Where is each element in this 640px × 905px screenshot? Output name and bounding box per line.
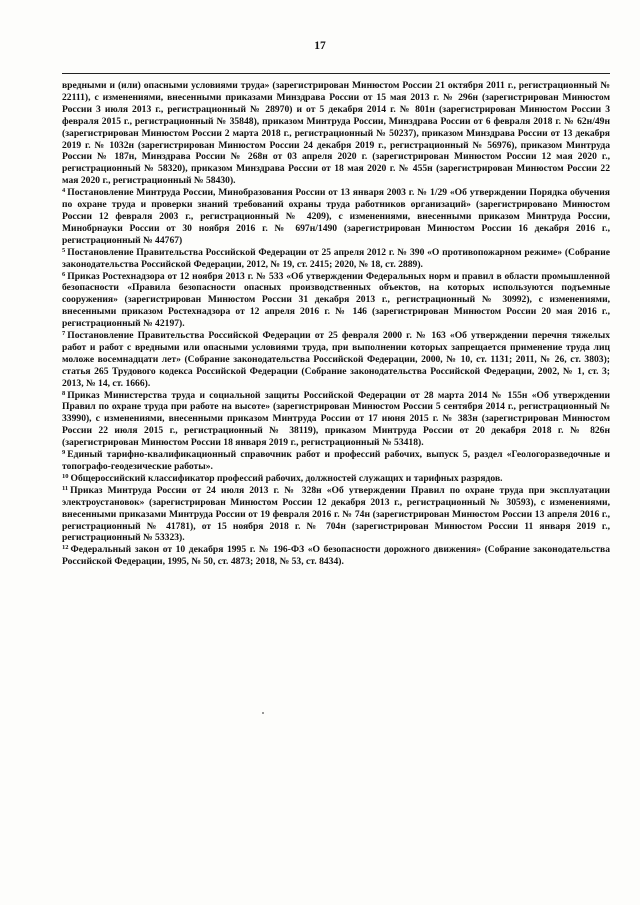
footnote-continued: [62, 80, 610, 187]
footnote-text: вредными и (или) опасными условиями труда» (зарегистрирован Минюстом России 21 октября 2011 г., регистрационный № 22111), с изменениями, внесенными приказами Минздрава России от 15 мая 2013 г. № 296н (зарегистрирован Минюстом России 3 июля 2013 г., регистрационный № 28970) и от 5 декабря 2014 г. № 801н (зарегистрирован Минюстом России 3 февраля 2015 г., регистрационный № 35848), приказом Минтруда России, Минздрава России от 6 февраля 2018 г. № 62н/49н (зарегистрирован Минюстом России 2 марта 2018 г., регистрационный № 50237), приказом Минздрава России от 13 декабря 2019 г. № 1032н (зарегистрирован Минюстом России 24 декабря 2019 г., регистрационный № 56976), приказом Минтруда России № 187н, Минздрава России № 268н от 03 апреля 2020 г. (зарегистрирован Минюстом России 12 мая 2020 г., регистрационный № 58320), приказом Минздрава России от 18 мая 2020 г. № 455н (зарегистрирован Минюстом России 22 мая 2020 г., регистрационный № 58430).: [62, 80, 610, 187]
footnote-text: Приказ Ростехнадзора от 12 ноября 2013 г. № 533 «Об утверждении Федеральных норм и правил в области промышленной безопасности «Правила безопасности опасных производственных объектов, на которых используются подъемные сооружения» (зарегистрирован Минюстом России 31 декабря 2013 г., регистрационный № 30992), с изменениями, внесенными приказом Ростехнадзора от 12 апреля 2016 г. № 146 (зарегистрирован Минюстом России 20 мая 2016 г., регистрационный № 42197).: [62, 270, 610, 330]
footnote-8: [62, 390, 610, 450]
footnotes-block: [62, 80, 610, 568]
footnote-11: [62, 485, 610, 545]
footnote-mark: 11: [62, 484, 69, 492]
footnote-mark: 10: [62, 472, 69, 480]
footnote-text: Федеральный закон от 10 декабря 1995 г. № 196-ФЗ «О безопасности дорожного движения» (Собрание законодательства Российской Федерации, 1995, № 50, ст. 4873; 2018, № 53, ст. 8434).: [62, 544, 610, 568]
footnote-text: Приказ Минтруда России от 24 июля 2013 г. № 328н «Об утверждении Правил по охране труда при эксплуатации электроустановок» (зарегистрирован Минюстом России 12 декабря 2013 г., регистрационный № 30593), с изменениями, внесенными приказами Минтруда России от 19 февраля 2016 г. № 74н (зарегистрирован Минюстом России 13 апреля 2016 г., регистрационный № 41781), от 15 ноября 2018 г. № 704н (зарегистрирован Минюстом России 11 января 2019 г., регистрационный № 53323).: [62, 484, 610, 544]
footnote-5: [62, 247, 610, 271]
footnote-mark: 6: [62, 270, 66, 278]
footnote-text: Постановление Минтруда России, Минобразования России от 13 января 2003 г. № 1/29 «Об утверждении Порядка обучения по охране труда и проверки знаний требований охраны труда работников организаций» (зарегистрировано Минюстом России 12 февраля 2003 г., регистрационный № 4209), с изменениями, внесенными приказом Минтруда России, Минобрнауки России от 30 ноября 2016 г. № 697н/1490 (зарегистрирован Минюстом России 16 декабря 2016 г., регистрационный № 44767): [62, 187, 610, 246]
footnote-6: [62, 271, 610, 331]
footnote-text: Постановление Правительства Российской Федерации от 25 февраля 2000 г. № 163 «Об утверждении перечня тяжелых работ и работ с вредными или опасными условиями труда, при выполнении которых запрещается применение труда лиц моложе восемнадцати лет» (Собрание законодательства Российской Федерации, 2000, № 10, ст. 1131; 2011, № 26, ст. 3803); статья 265 Трудового кодекса Российской Федерации (Собрание законодательства Российской Федерации, 2002, № 1, ст. 3; 2013, № 14, ст. 1666).: [62, 330, 610, 389]
scan-speck: [262, 712, 264, 714]
footnote-mark: 4: [62, 187, 66, 195]
footnote-7: [62, 330, 610, 390]
footnote-mark: 8: [62, 389, 66, 397]
footnote-text: Постановление Правительства Российской Федерации от 25 апреля 2012 г. № 390 «О противопожарном режиме» (Собрание законодательства Российской Федерации, 2012, № 19, ст. 2415; 2020, № 18, ст. 2889).: [62, 246, 610, 270]
footnote-mark: 5: [62, 246, 66, 254]
footnote-text: Единый тарифно-квалификационный справочник работ и профессий рабочих, выпуск 5, раздел «Геологоразведочные и топографо-геодезические работы».: [62, 449, 610, 472]
footnote-4: [62, 187, 610, 247]
footnote-12: [62, 544, 610, 568]
footnote-9: [62, 449, 610, 473]
footnote-10: [62, 473, 610, 485]
footnote-mark: 12: [62, 544, 69, 552]
footnote-text: Приказ Министерства труда и социальной защиты Российской Федерации от 28 марта 2014 № 155н «Об утверждении Правил по охране труда при работе на высоте» (зарегистрирован Минюстом России 5 сентября 2014 г., регистрационный № 33990), с изменениями, внесенными приказом Минтруда России от 17 июня 2015 г. № 383н (зарегистрирован Минюстом России 22 июля 2015 г., регистрационный № 38119), приказом Минтруда России от 20 декабря 2018 г. № 826н (зарегистрирован Минюстом России 18 января 2019 г., регистрационный № 53418).: [62, 389, 610, 449]
footnote-mark: 9: [62, 449, 66, 457]
footnote-separator: [62, 73, 610, 74]
footnote-text: Общероссийский классификатор профессий рабочих, должностей служащих и тарифных разрядов.: [70, 472, 503, 484]
page-number: 17: [314, 40, 326, 52]
footnote-mark: 7: [62, 330, 66, 338]
